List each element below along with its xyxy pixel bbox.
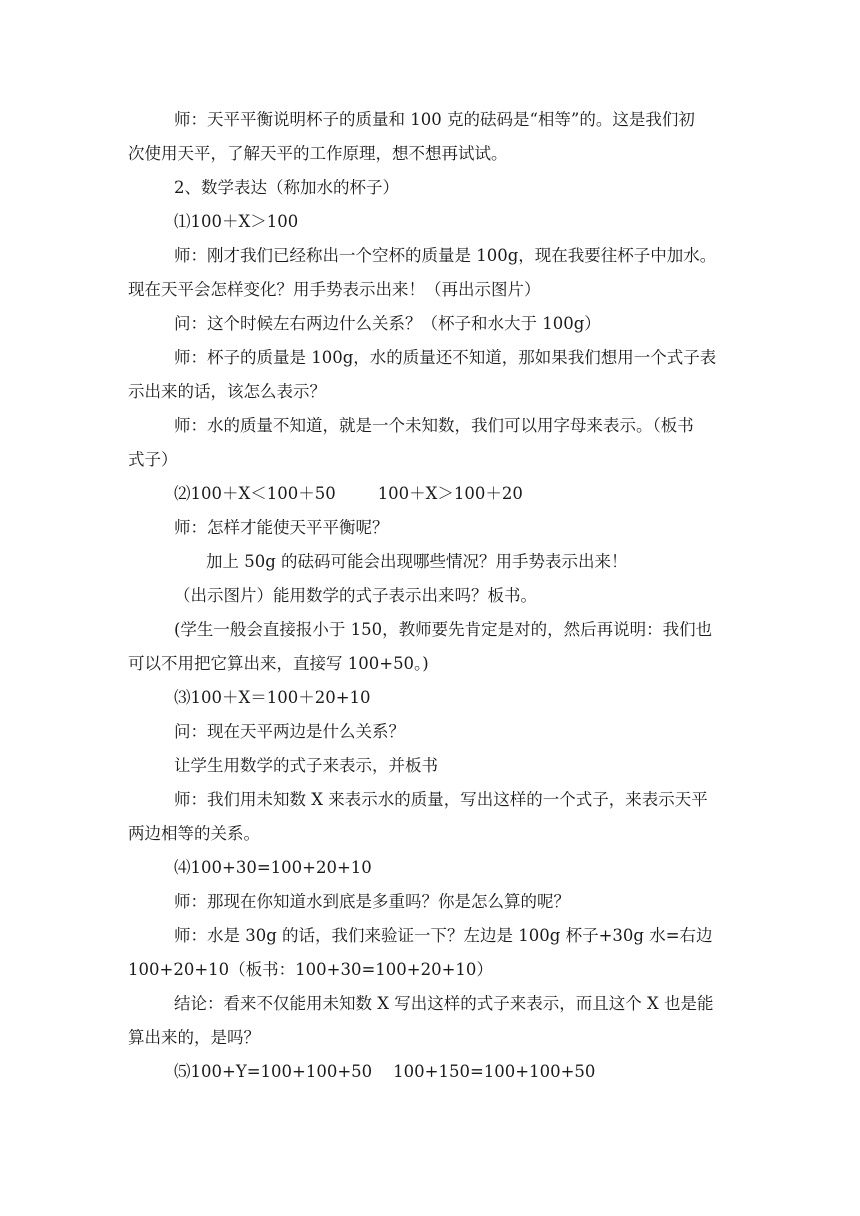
text-line: 师：怎样才能使天平平衡呢？ <box>174 518 389 537</box>
text-line: 可以不用把它算出来，直接写 100+50。) <box>128 654 429 673</box>
text-line: 100+20+10（板书：100+30=100+20+10） <box>128 960 493 979</box>
equation-line: ⑸100+Y=100+100+50 100+150=100+100+50 <box>174 1062 596 1081</box>
text-line: 两边相等的关系。 <box>128 824 260 843</box>
text-line: 现在天平会怎样变化？用手势表示出来！（再出示图片） <box>128 280 541 299</box>
text-line: 加上 50g 的砝码可能会出现哪些情况？用手势表示出来！ <box>206 552 628 571</box>
section-heading: 2、数学表达（称加水的杯子） <box>174 178 399 197</box>
text-line: 示出来的话，该怎么表示？ <box>128 382 326 401</box>
text-line: 问：现在天平两边是什么关系？ <box>174 722 405 741</box>
text-line: 结论：看来不仅能用未知数 X 写出这样的式子来表示，而且这个 X 也是能 <box>174 994 714 1013</box>
equation-line: ⑷100+30=100+20+10 <box>174 858 372 877</box>
text-line: 次使用天平，了解天平的工作原理，想不想再试试。 <box>128 144 508 163</box>
text-line: 师：水的质量不知道，就是一个未知数，我们可以用字母来表示。（板书 <box>174 416 694 435</box>
text-line: 师：天平平衡说明杯子的质量和 100 克的砝码是“相等”的。这是我们初 <box>174 110 695 129</box>
text-line: 让学生用数学的式子来表示，并板书 <box>174 756 438 775</box>
equation-line: ⑴100＋X＞100 <box>174 212 299 231</box>
text-line: 师：水是 30g 的话，我们来验证一下？左边是 100g 杯子+30g 水=右边 <box>174 926 713 945</box>
text-line: 问：这个时候左右两边什么关系？（杯子和水大于 100g） <box>174 314 601 333</box>
equation-line: ⑶100＋X＝100＋20+10 <box>174 688 371 707</box>
text-line: 师：我们用未知数 X 来表示水的质量，写出这样的一个式子，来表示天平 <box>174 790 708 809</box>
text-line: 算出来的，是吗？ <box>128 1028 260 1047</box>
text-line: (学生一般会直接报小于 150，教师要先肯定是对的，然后再说明：我们也 <box>174 620 713 639</box>
text-line: 师：杯子的质量是 100g，水的质量还不知道，那如果我们想用一个式子表 <box>174 348 717 367</box>
text-line: 式子） <box>128 450 178 469</box>
text-line: （出示图片）能用数学的式子表示出来吗？板书。 <box>174 586 537 605</box>
text-line: 师：那现在你知道水到底是多重吗？你是怎么算的呢？ <box>174 892 570 911</box>
text-line: 师：刚才我们已经称出一个空杯的质量是 100g，现在我要往杯子中加水。 <box>174 246 717 265</box>
equation-line: ⑵100＋X＜100＋50 100＋X＞100＋20 <box>174 484 523 503</box>
